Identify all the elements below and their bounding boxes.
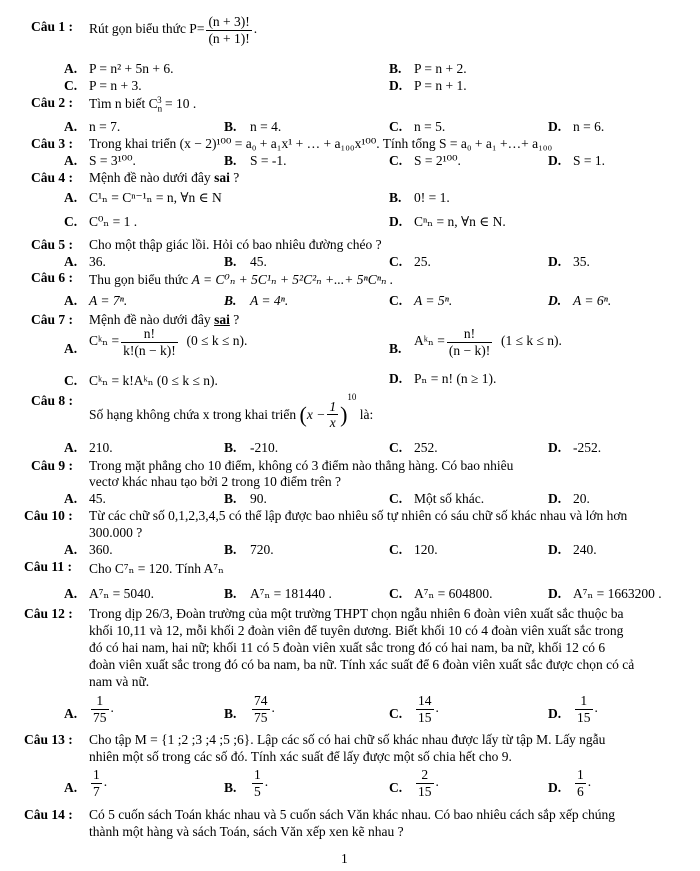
option-letter: D. (389, 78, 403, 93)
question-label: Câu 8 : (31, 393, 74, 408)
option-letter: A. (64, 293, 78, 308)
option-b: n = 4. (250, 119, 282, 134)
option-b: A⁷ₙ = 181440 . (250, 586, 332, 601)
question-text: thành một hàng và sách Toán, sách Văn xếp xen kẽ nhau ? (89, 824, 404, 839)
option-letter: C. (64, 78, 78, 93)
option-letter: C. (389, 293, 403, 308)
question-text: Mệnh đề nào dưới đây sai ? (89, 170, 240, 185)
question-text: Trong khai triển (x − 2)¹⁰⁰ = a₀ + a₁x¹ + … + a₁₀₀x¹⁰⁰. Tính tổng S = a₀ + a₁ +…+ a₁₀₀ (89, 136, 553, 151)
option-d: -252. (573, 440, 602, 455)
option-a: n = 7. (89, 119, 121, 134)
question-text: Cho một thập giác lồi. Hỏi có bao nhiêu đường chéo ? (89, 237, 382, 252)
option-letter: A. (64, 341, 78, 356)
option-letter: A. (64, 780, 78, 795)
option-letter: D. (548, 586, 562, 601)
option-c: 252. (414, 440, 438, 455)
option-letter: D. (548, 491, 562, 506)
option-d: P = n + 1. (414, 78, 467, 93)
option-a: C¹ₙ = Cⁿ⁻¹ₙ = n, ∀n ∈ N (89, 190, 222, 205)
option-letter: B. (224, 254, 237, 269)
option-c: 25. (414, 254, 431, 269)
question-label: Câu 4 : (31, 170, 74, 185)
option-c: $\frac{2}{15}$ . (418, 767, 439, 799)
option-letter: D. (548, 440, 562, 455)
option-letter: D. (548, 780, 562, 795)
question-text: Cho tập M = {1 ;2 ;3 ;4 ;5 ;6}. Lập các số có hai chữ số khác nhau được lấy từ tập M. Lấy ngẫu (89, 732, 606, 747)
question-label: Câu 1 : (31, 19, 74, 34)
option-letter: C. (64, 373, 78, 388)
option-a: A = 7ⁿ. (89, 293, 128, 308)
option-d: 240. (573, 542, 597, 557)
question-label: Câu 7 : (31, 312, 74, 327)
question-text: Trong mặt phẳng cho 10 điểm, không có 3 điểm nào thẳng hàng. Có bao nhiêu (89, 458, 514, 473)
option-d: A⁷ₙ = 1663200 . (573, 586, 662, 601)
option-letter: B. (224, 153, 237, 168)
question-text: nhiên một số trong các số đó. Tính xác suất để lấy được một số chia hết cho 9. (89, 749, 512, 764)
option-c: $\frac{14}{15}$ . (418, 693, 439, 725)
question-label: Câu 12 : (24, 606, 73, 621)
option-letter: A. (64, 440, 78, 455)
option-letter: B. (224, 440, 237, 455)
option-a: 36. (89, 254, 106, 269)
question-text: Cho C⁷ₙ = 120. Tính A⁷ₙ (89, 561, 224, 576)
option-c: 120. (414, 542, 438, 557)
option-letter: A. (64, 190, 78, 205)
option-letter: D. (548, 293, 562, 308)
option-letter: D. (548, 542, 562, 557)
option-d: 35. (573, 254, 590, 269)
question-label: Câu 6 : (31, 270, 74, 285)
option-d: Cⁿₙ = n, ∀n ∈ N. (414, 214, 506, 229)
question-text: Tìm n biết $C_n^3 = 10$ . (89, 94, 197, 114)
question-text: khối 10,11 và 12, mỗi khối 2 đoàn viên để tuyên dương. Biết khối 10 có 4 đoàn viên xuất sắc trong (89, 623, 624, 638)
question-label: Câu 10 : (24, 508, 73, 523)
option-a: 360. (89, 542, 113, 557)
question-text: Thu gọn biểu thức A = C⁰ₙ + 5C¹ₙ + 5²C²ₙ +...+ 5ⁿCⁿₙ . (89, 272, 394, 287)
option-letter: C. (389, 119, 403, 134)
option-letter: D. (548, 153, 562, 168)
question-text: Trong dịp 26/3, Đoàn trường của một trường THPT chọn ngẫu nhiên 6 đoàn viên xuất sắc thuộc ba (89, 606, 624, 621)
option-letter: A. (64, 61, 78, 76)
option-letter: C. (389, 586, 403, 601)
option-b: 0! = 1. (414, 190, 450, 205)
option-letter: C. (389, 254, 403, 269)
question-text: nam và nữ. (89, 674, 150, 689)
option-letter: B. (224, 119, 237, 134)
option-letter: D. (548, 254, 562, 269)
question-text: Từ các chữ số 0,1,2,3,4,5 có thể lập được bao nhiêu số tự nhiên có sáu chữ số khác nhau và lớn hơn (89, 508, 628, 523)
option-letter: A. (64, 491, 78, 506)
option-letter: B. (224, 542, 237, 557)
option-a: P = n² + 5n + 6. (89, 61, 174, 76)
option-c: C⁰ₙ = 1 . (89, 214, 138, 229)
option-c: Cᵏₙ = k!Aᵏₙ (0 ≤ k ≤ n). (89, 373, 218, 388)
option-letter: D. (389, 371, 403, 386)
question-label: Câu 3 : (31, 136, 74, 151)
option-c: S = 2¹⁰⁰. (414, 153, 461, 168)
option-letter: A. (64, 254, 78, 269)
question-text-line2: 300.000 ? (89, 525, 143, 540)
option-letter: C. (389, 542, 403, 557)
option-c: A⁷ₙ = 604800. (414, 586, 493, 601)
question-label: Câu 11 : (24, 559, 73, 574)
option-letter: A. (64, 706, 78, 721)
option-letter: B. (224, 586, 237, 601)
question-text: đoàn viên xuất sắc trong đó có ba nam, ba nữ. Tính xác suất để 6 đoàn viên xuất sắc được chọn có cả (89, 657, 635, 672)
option-letter: A. (64, 119, 78, 134)
option-a: $\frac{1}{75}$ . (93, 693, 114, 725)
question-label: Câu 13 : (24, 732, 73, 747)
option-letter: D. (389, 214, 403, 229)
option-letter: C. (389, 780, 403, 795)
option-d: A = 6ⁿ. (573, 293, 612, 308)
option-c: Một số khác. (414, 491, 485, 506)
option-b: A = 4ⁿ. (250, 293, 289, 308)
question-text: Số hạng không chứa x trong khai triển (x − $\frac{1}{x}$ )$^{10}$ là: (89, 392, 374, 431)
option-letter: B. (389, 341, 402, 356)
option-a: Cᵏₙ = $\frac{n!}{k!(n - k)!}$ (0 ≤ k ≤ n). (89, 326, 248, 358)
option-letter: B. (224, 780, 237, 795)
option-letter: B. (224, 293, 237, 308)
question-text: Mệnh đề nào dưới đây sai ? (89, 312, 240, 327)
option-d: $\frac{1}{15}$ . (577, 693, 598, 725)
option-a: S = 3¹⁰⁰. (89, 153, 136, 168)
question-label: Câu 14 : (24, 807, 73, 822)
option-d: $\frac{1}{6}$ . (577, 767, 592, 799)
question-text: Rút gọn biểu thức P= $\frac{(n + 3)!}{(n + 1)!}$ . (89, 14, 258, 46)
option-b: P = n + 2. (414, 61, 467, 76)
option-letter: B. (224, 706, 237, 721)
option-letter: C. (64, 214, 78, 229)
option-a: A⁷ₙ = 5040. (89, 586, 155, 601)
option-letter: B. (389, 190, 402, 205)
option-d: Pₙ = n! (n ≥ 1). (414, 371, 497, 386)
option-b: -210. (250, 440, 279, 455)
option-letter: C. (389, 491, 403, 506)
option-letter: C. (389, 153, 403, 168)
question-label: Câu 9 : (31, 458, 74, 473)
option-a: 210. (89, 440, 113, 455)
option-b: Aᵏₙ = $\frac{n!}{(n - k)!}$ (1 ≤ k ≤ n). (414, 326, 562, 358)
option-d: S = 1. (573, 153, 605, 168)
option-b: 90. (250, 491, 267, 506)
option-letter: A. (64, 542, 78, 557)
option-b: $\frac{74}{75}$ . (254, 693, 275, 725)
option-letter: D. (548, 706, 562, 721)
question-text: đó có hai nam, hai nữ; khối 11 có 5 đoàn viên xuất sắc trong đó có hai nam, ba nữ, khối 12 có 6 (89, 640, 606, 655)
question-text: Có 5 cuốn sách Toán khác nhau và 5 cuốn sách Văn khác nhau. Có bao nhiêu cách sắp xếp chúng (89, 807, 616, 822)
option-c: P = n + 3. (89, 78, 142, 93)
option-b: $\frac{1}{5}$ . (254, 767, 269, 799)
option-letter: A. (64, 586, 78, 601)
option-letter: B. (389, 61, 402, 76)
question-text-line2: vectơ khác nhau tạo bởi 2 trong 10 điểm trên ? (89, 474, 341, 489)
option-a: $\frac{1}{7}$ . (93, 767, 108, 799)
option-c: n = 5. (414, 119, 446, 134)
question-label: Câu 2 : (31, 95, 74, 110)
option-b: S = -1. (250, 153, 287, 168)
question-label: Câu 5 : (31, 237, 74, 252)
option-c: A = 5ⁿ. (414, 293, 453, 308)
page-number: 1 (341, 851, 348, 866)
option-letter: C. (389, 706, 403, 721)
option-b: 720. (250, 542, 274, 557)
option-letter: C. (389, 440, 403, 455)
option-letter: D. (548, 119, 562, 134)
option-d: 20. (573, 491, 590, 506)
option-d: n = 6. (573, 119, 605, 134)
option-a: 45. (89, 491, 106, 506)
option-b: 45. (250, 254, 267, 269)
option-letter: A. (64, 153, 78, 168)
option-letter: B. (224, 491, 237, 506)
